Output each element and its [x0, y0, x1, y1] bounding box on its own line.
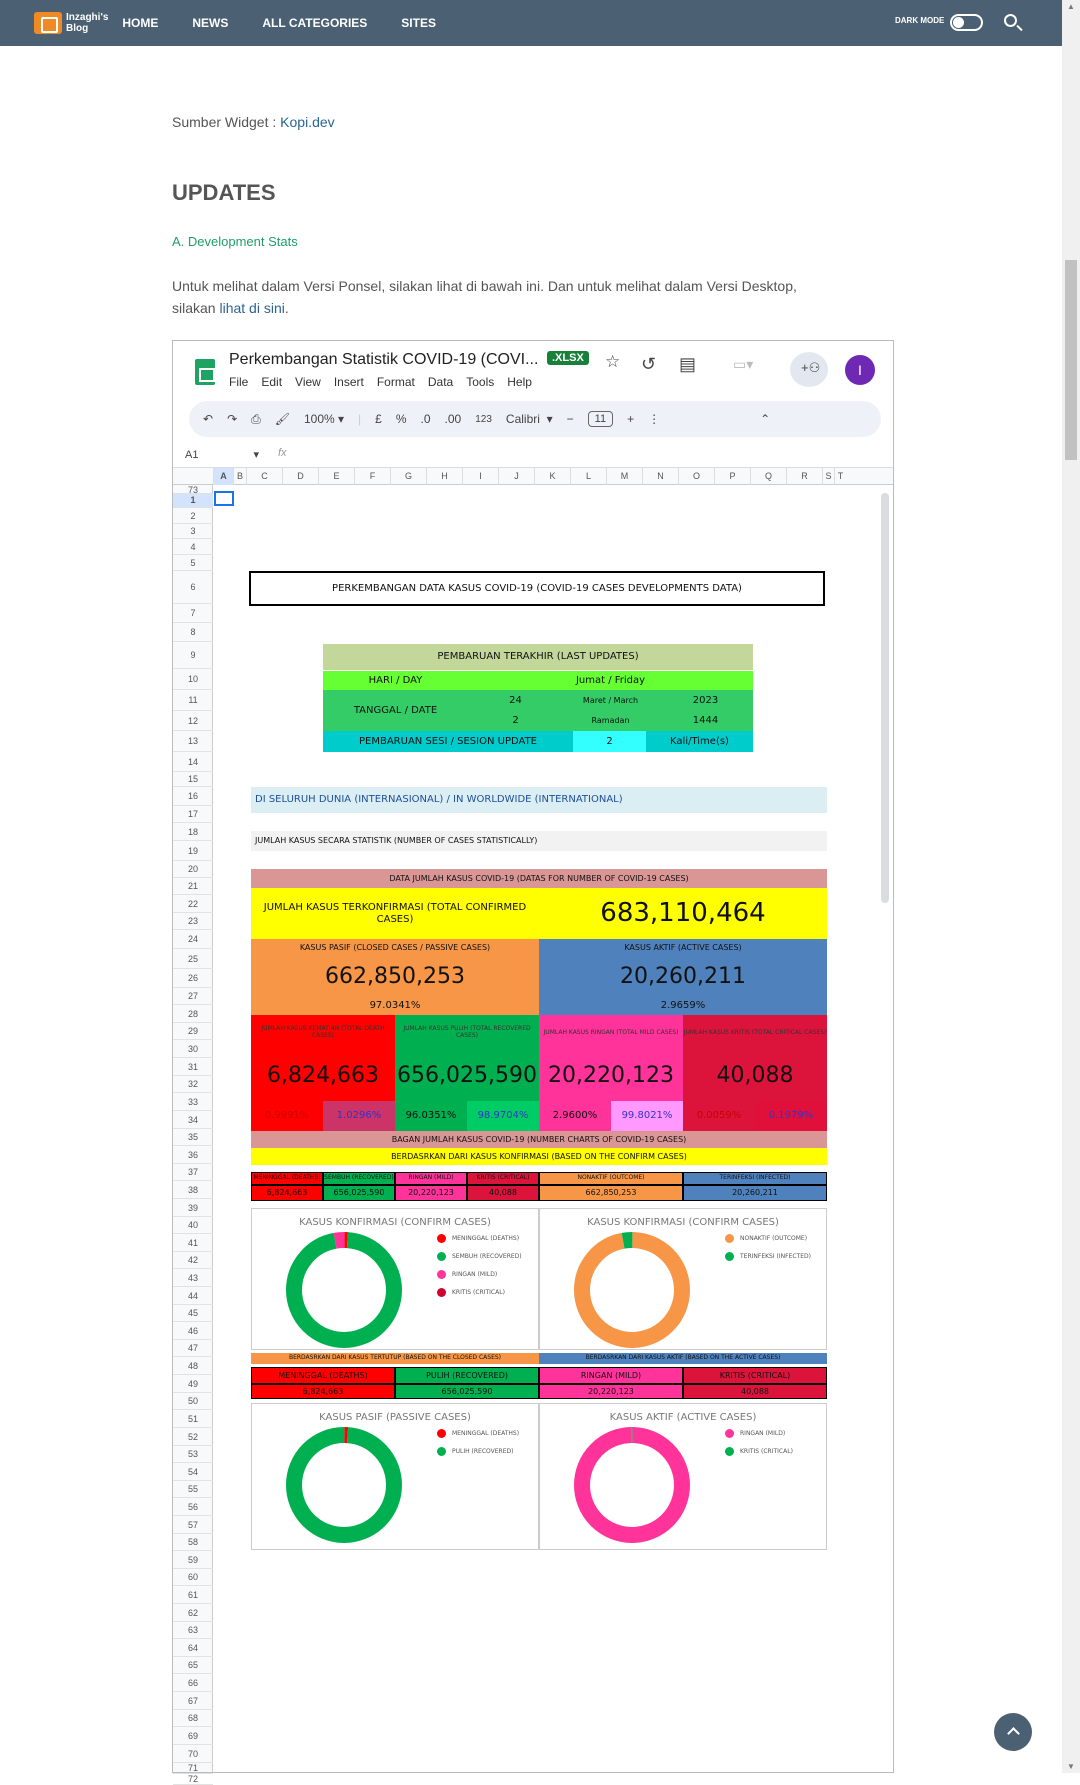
column-header-m[interactable]: M [606, 468, 642, 485]
percent-button[interactable]: % [395, 412, 407, 426]
day-value: Jumat / Friday [468, 671, 753, 690]
row-header[interactable]: 21 [173, 878, 213, 895]
legend-label: NONAKTIF (OUTCOME) [740, 1235, 808, 1242]
legend-item [437, 1270, 497, 1279]
nav-news[interactable]: NEWS [192, 16, 229, 30]
row-header[interactable]: 46 [173, 1322, 213, 1340]
selected-cell-a1 [214, 491, 234, 506]
legend-item [725, 1447, 793, 1456]
row-header[interactable]: 56 [173, 1498, 213, 1516]
legend-swatch [437, 1252, 446, 1261]
toolbar-divider: | [358, 412, 362, 426]
paragraph-text: Untuk melihat dalam Versi Ponsel, silakan lihat di bawah ini. Dan untuk melihat dalam Versi Desktop, silakan [172, 278, 797, 316]
donut-slice-0 [582, 1435, 682, 1535]
row-header[interactable]: 67 [173, 1692, 213, 1710]
row-header[interactable]: 29 [173, 1023, 213, 1040]
font-size-increase-icon[interactable]: + [627, 412, 635, 426]
sheet-grid[interactable] [173, 341, 893, 1774]
star-icon[interactable]: ☆ [605, 352, 621, 371]
closed-value: 662,850,253 [251, 957, 539, 997]
row-header[interactable]: 52 [173, 1428, 213, 1446]
statistics-heading: JUMLAH KASUS SECARA STATISTIK (NUMBER OF CASES STATISTICALLY) [251, 831, 827, 851]
report-title: PERKEMBANGAN DATA KASUS COVID-19 (COVID-19 CASES DEVELOPMENTS DATA) [249, 571, 825, 606]
column-header-a[interactable]: A [213, 468, 233, 485]
column-header-r[interactable]: R [786, 468, 822, 485]
closed-active-1-value: 656,025,590 [395, 1384, 539, 1399]
row-header[interactable]: 6 [173, 571, 213, 604]
column-header-p[interactable]: P [714, 468, 750, 485]
date-label: TANGGAL / DATE [323, 690, 468, 731]
stat-recovered-label: JUMLAH KASUS PULIH (TOTAL RECOVERED CASES) [395, 1015, 539, 1051]
row-header[interactable]: 22 [173, 895, 213, 913]
row-header[interactable]: 59 [173, 1551, 213, 1569]
row-header[interactable]: 34 [173, 1111, 213, 1129]
desktop-version-link[interactable]: lihat di sini [219, 300, 285, 316]
more-options-icon[interactable]: ⋮ [648, 412, 661, 426]
row-header[interactable]: 47 [173, 1340, 213, 1357]
row-header[interactable]: 20 [173, 861, 213, 878]
worldwide-heading: DI SELURUH DUNIA (INTERNASIONAL) / IN WORLDWIDE (INTERNATIONAL) [251, 787, 827, 813]
stat-death-value: 6,824,663 [251, 1051, 395, 1101]
legend-swatch [437, 1447, 446, 1456]
row-header[interactable]: 58 [173, 1534, 213, 1551]
menu-edit[interactable]: Edit [261, 375, 283, 389]
column-header-s[interactable]: S [822, 468, 834, 485]
legend-item [437, 1252, 522, 1261]
confirmed-value: 683,110,464 [539, 888, 827, 939]
legend-item [725, 1429, 785, 1438]
legend-item [437, 1234, 519, 1243]
row-header[interactable]: 51 [173, 1410, 213, 1428]
donut-chart-panel [539, 1403, 827, 1550]
legend-label: RINGAN (MILD) [740, 1430, 786, 1437]
mini-infected-label: TERINFEKSI (INFECTED) [683, 1172, 827, 1185]
date-year: 2023 [658, 690, 753, 711]
collapse-toolbar-icon[interactable]: ⌃ [760, 412, 771, 426]
legend-label: RINGAN (MILD) [452, 1271, 498, 1278]
row-header[interactable]: 28 [173, 1005, 213, 1023]
row-header[interactable]: 36 [173, 1146, 213, 1164]
row-header[interactable]: 13 [173, 731, 213, 752]
row-header[interactable]: 19 [173, 841, 213, 861]
mini-1-value: 656,025,590 [323, 1185, 395, 1201]
logo-line1: Inzaghi's [66, 12, 109, 23]
stat-death-percent-confirmed: 0.9991% [251, 1101, 323, 1131]
row-header[interactable]: 18 [173, 823, 213, 841]
sheet-scrollbar[interactable] [881, 493, 889, 903]
logo-icon [34, 12, 62, 34]
row-header[interactable]: 70 [173, 1745, 213, 1763]
row-header[interactable]: 35 [173, 1129, 213, 1146]
name-box-dropdown-icon: ▾ [253, 449, 260, 461]
stat-death-label: JUMLAH KASUS KEMATIAN (TOTAL DEATH CASES) [251, 1015, 395, 1051]
closed-active-2-label: RINGAN (MILD) [539, 1367, 683, 1384]
row-header[interactable]: 23 [173, 913, 213, 930]
row-header[interactable]: 9 [173, 642, 213, 669]
legend-label: SEMBUH (RECOVERED) [452, 1253, 522, 1260]
legend-item [437, 1429, 519, 1438]
fx-icon: fx [278, 447, 287, 459]
main-nav [122, 16, 470, 30]
stat-critical-value: 40,088 [683, 1051, 827, 1101]
row-header[interactable]: 33 [173, 1093, 213, 1111]
scrollbar-thumb[interactable] [1065, 260, 1077, 460]
data-heading: DATA JUMLAH KASUS COVID-19 (DATAS FOR NUMBER OF COVID-19 CASES) [251, 869, 827, 888]
legend-label: PULIH (RECOVERED) [452, 1448, 514, 1455]
paragraph-end: . [284, 300, 289, 316]
row-header[interactable]: 60 [173, 1569, 213, 1586]
stat-critical-percent-group: 0.1979% [755, 1101, 827, 1131]
row-header[interactable]: 63 [173, 1622, 213, 1639]
menu-tools[interactable]: Tools [466, 375, 495, 389]
column-header-q[interactable]: Q [750, 468, 786, 485]
legend-swatch [437, 1429, 446, 1438]
hijri-day: 2 [468, 711, 563, 731]
source-prefix: Sumber Widget : [172, 114, 281, 130]
confirm-based-heading: BERDASRKAN DARI KASUS KONFIRMASI (BASED ON THE CONFIRM CASES) [251, 1148, 827, 1165]
legend-item [437, 1447, 513, 1456]
column-header-b[interactable]: B [233, 468, 246, 485]
row-header[interactable]: 69 [173, 1727, 213, 1745]
charts-heading: BAGAN JUMLAH KASUS COVID-19 (NUMBER CHARTS OF COVID-19 CASES) [251, 1131, 827, 1148]
decrease-decimal-button[interactable]: .0 [420, 412, 431, 426]
menu-format[interactable]: Format [376, 375, 415, 389]
stat-mild-percent-group: 99.8021% [611, 1101, 683, 1131]
donut-slice-0 [582, 1240, 682, 1340]
account-avatar[interactable]: I [845, 355, 875, 385]
cell-reference: A1 [185, 449, 199, 461]
column-header-e[interactable]: E [318, 468, 354, 485]
closed-active-1-label: PULIH (RECOVERED) [395, 1367, 539, 1384]
row-header[interactable]: 30 [173, 1040, 213, 1058]
row-header[interactable]: 24 [173, 930, 213, 949]
donut-slice-1 [294, 1435, 394, 1535]
active-percent: 2.9659% [539, 997, 827, 1015]
row-header[interactable]: 25 [173, 949, 213, 969]
source-link[interactable]: Kopi.dev [280, 114, 335, 130]
mini-3-label: KRITIS (CRITICAL) [467, 1172, 539, 1185]
active-based-heading: BERDASRKAN DARI KASUS AKTIF (BASED ON THE ACTIVE CASES) [539, 1353, 827, 1364]
row-header[interactable]: 26 [173, 969, 213, 988]
top-navbar [0, 0, 1062, 46]
mini-2-label: RINGAN (MILD) [395, 1172, 467, 1185]
donut-chart-title: KASUS PASIF (PASSIVE CASES) [319, 1412, 471, 1423]
row-header[interactable]: 17 [173, 806, 213, 823]
mini-0-label: MENINGGAL (DEATHS) [251, 1172, 323, 1185]
updates-heading: UPDATES [172, 180, 276, 205]
closed-active-3-label: KRITIS (CRITICAL) [683, 1367, 827, 1384]
intro-paragraph [172, 275, 832, 319]
column-header-d[interactable]: D [282, 468, 318, 485]
donut-slice-1 [294, 1240, 394, 1340]
menu-insert[interactable]: Insert [333, 375, 364, 389]
row-header[interactable]: 53 [173, 1446, 213, 1463]
row-header[interactable]: 71 [173, 1763, 213, 1774]
add-person-icon: +⚇ [801, 360, 821, 375]
column-header-t[interactable]: T [834, 468, 846, 485]
mini-infected-value: 20,260,211 [683, 1185, 827, 1201]
font-size-decrease-icon[interactable]: − [566, 412, 574, 426]
row-header[interactable]: 45 [173, 1305, 213, 1322]
row-header[interactable]: 10 [173, 669, 213, 690]
spreadsheet-embed[interactable] [172, 340, 894, 1784]
font-select[interactable]: Calibri ▾ [505, 412, 553, 426]
mini-0-value: 6,824,663 [251, 1185, 323, 1201]
legend-swatch [437, 1270, 446, 1279]
column-header-l[interactable]: L [570, 468, 606, 485]
legend-item [725, 1252, 811, 1261]
donut-chart-title: KASUS AKTIF (ACTIVE CASES) [609, 1412, 757, 1423]
mini-1-label: SEMBUH (RECOVERED) [323, 1172, 395, 1185]
row-header[interactable]: 65 [173, 1657, 213, 1674]
row-header[interactable]: 48 [173, 1357, 213, 1375]
row-header[interactable]: 4 [173, 539, 213, 555]
row-header[interactable]: 2 [173, 508, 213, 524]
stat-critical-label: JUMLAH KASUS KRITIS (TOTAL CRITICAL CASES) [683, 1015, 827, 1051]
row-header[interactable]: 64 [173, 1639, 213, 1657]
row-header[interactable]: 54 [173, 1463, 213, 1481]
column-header-f[interactable]: F [354, 468, 390, 485]
legend-swatch [725, 1429, 734, 1438]
closed-active-0-label: MENINGGAL (DEATHS) [251, 1367, 395, 1384]
row-header[interactable]: 7 [173, 604, 213, 623]
stat-death-percent-group: 1.0296% [323, 1101, 395, 1131]
legend-label: KRITIS (CRITICAL) [452, 1289, 505, 1296]
nav-all-categories[interactable]: ALL CATEGORIES [262, 16, 368, 30]
row-header[interactable]: 68 [173, 1710, 213, 1727]
stat-mild-label: JUMLAH KASUS RINGAN (TOTAL MILD CASES) [539, 1015, 683, 1051]
increase-decimal-button[interactable]: .00 [444, 412, 462, 426]
meet-icon[interactable]: ▭▾ [733, 356, 754, 372]
document-title[interactable]: Perkembangan Statistik COVID-19 (COVI... [229, 351, 539, 368]
row-header[interactable]: 66 [173, 1674, 213, 1692]
font-size-input[interactable]: 11 [588, 411, 613, 427]
stat-recovered-percent-confirmed: 96.0351% [395, 1101, 467, 1131]
stat-recovered-percent-group: 98.9704% [467, 1101, 539, 1131]
print-icon[interactable]: ⎙ [251, 411, 261, 426]
closed-active-3-value: 40,088 [683, 1384, 827, 1399]
donut-chart-panel [251, 1208, 539, 1350]
back-to-top-button[interactable] [994, 1713, 1032, 1751]
font-name: Calibri [505, 412, 540, 426]
stat-mild-value: 20,220,123 [539, 1051, 683, 1101]
legend-item [437, 1288, 505, 1297]
row-header[interactable]: 61 [173, 1586, 213, 1604]
search-icon[interactable] [1004, 14, 1017, 27]
row-header[interactable]: 11 [173, 690, 213, 711]
stat-mild-percent-confirmed: 2.9600% [539, 1101, 611, 1131]
donut-chart-panel [251, 1403, 539, 1550]
row-header[interactable]: 37 [173, 1164, 213, 1181]
legend-label: TERINFEKSI (INFECTED) [740, 1253, 811, 1260]
date-month: Maret / March [563, 690, 658, 711]
column-header-h[interactable]: H [426, 468, 462, 485]
row-header[interactable]: 62 [173, 1604, 213, 1622]
logo-line2: Blog [66, 23, 89, 34]
legend-swatch [725, 1447, 734, 1456]
redo-icon[interactable]: ↷ [227, 412, 238, 426]
column-header-i[interactable]: I [462, 468, 498, 485]
row-header[interactable]: 72 [173, 1774, 213, 1785]
donut-chart [567, 1225, 697, 1355]
legend-label: MENINGGAL (DEATHS) [452, 1430, 520, 1437]
active-label: KASUS AKTIF (ACTIVE CASES) [539, 939, 827, 957]
legend-swatch [437, 1288, 446, 1297]
legend-swatch [725, 1234, 734, 1243]
nav-home[interactable]: HOME [122, 16, 159, 30]
donut-chart [567, 1420, 697, 1550]
row-header[interactable]: 14 [173, 752, 213, 772]
day-label: HARI / DAY [323, 671, 468, 690]
closed-based-heading: BERDASRKAN DARI KASUS TERTUTUP (BASED ON THE CLOSED CASES) [251, 1353, 539, 1364]
row-header[interactable]: 5 [173, 555, 213, 571]
row-header[interactable]: 12 [173, 711, 213, 731]
row-header[interactable]: 16 [173, 787, 213, 806]
comments-icon[interactable]: ▤ [679, 354, 697, 374]
development-stats-heading: A. Development Stats [172, 234, 298, 249]
row-header[interactable]: 15 [173, 772, 213, 787]
scroll-up-icon[interactable]: ▲ [1067, 2, 1075, 11]
menu-file[interactable]: File [229, 375, 249, 389]
row-header[interactable]: 40 [173, 1217, 213, 1234]
row-header[interactable]: 39 [173, 1199, 213, 1217]
row-header[interactable]: 41 [173, 1234, 213, 1252]
row-header[interactable]: 31 [173, 1058, 213, 1076]
closed-label: KASUS PASIF (CLOSED CASES / PASSIVE CASES) [251, 939, 539, 957]
dark-mode-label: DARK MODE [895, 16, 945, 25]
stat-recovered-value: 656,025,590 [395, 1051, 539, 1101]
file-format-badge: .XLSX [547, 351, 589, 365]
last-updates-header: PEMBARUAN TERAKHIR (LAST UPDATES) [323, 644, 753, 670]
number-format-button[interactable]: 123 [475, 413, 492, 425]
scroll-down-icon[interactable]: ▼ [1067, 1762, 1075, 1771]
column-header-g[interactable]: G [390, 468, 426, 485]
active-value: 20,260,211 [539, 957, 827, 997]
row-header[interactable]: 1 [173, 493, 213, 508]
row-header[interactable]: 43 [173, 1269, 213, 1287]
column-header-o[interactable]: O [678, 468, 714, 485]
row-header[interactable]: 50 [173, 1393, 213, 1410]
session-value: 2 [573, 731, 646, 752]
legend-swatch [437, 1234, 446, 1243]
donut-chart [279, 1420, 409, 1550]
closed-percent: 97.0341% [251, 997, 539, 1015]
hijri-year: 1444 [658, 711, 753, 731]
stat-critical-percent-confirmed: 0.0059% [683, 1101, 755, 1131]
row-header[interactable]: 44 [173, 1287, 213, 1305]
mini-outcome-value: 662,850,253 [539, 1185, 683, 1201]
widget-source [172, 114, 335, 130]
date-day: 24 [468, 690, 563, 711]
menu-view[interactable]: View [295, 375, 321, 389]
page-scrollbar[interactable] [1062, 0, 1080, 1773]
zoom-select[interactable]: 100% ▾ [303, 412, 345, 426]
legend-label: MENINGGAL (DEATHS) [452, 1235, 520, 1242]
column-header-n[interactable]: N [642, 468, 678, 485]
currency-button[interactable]: £ [375, 412, 382, 426]
row-header[interactable]: 8 [173, 623, 213, 642]
donut-chart [279, 1225, 409, 1355]
donut-chart-title: KASUS KONFIRMASI (CONFIRM CASES) [299, 1217, 491, 1228]
confirmed-label: JUMLAH KASUS TERKONFIRMASI (TOTAL CONFIRMED CASES) [251, 888, 539, 939]
closed-active-0-value: 6,824,663 [251, 1384, 395, 1399]
closed-active-2-value: 20,220,123 [539, 1384, 683, 1399]
row-header[interactable]: 3 [173, 524, 213, 539]
row-header[interactable]: 32 [173, 1076, 213, 1093]
row-header[interactable]: 55 [173, 1481, 213, 1498]
donut-chart-title: KASUS KONFIRMASI (CONFIRM CASES) [587, 1217, 779, 1228]
site-logo[interactable] [34, 12, 108, 34]
mini-2-value: 20,220,123 [395, 1185, 467, 1201]
column-header-j[interactable]: J [498, 468, 534, 485]
legend-item [725, 1234, 807, 1243]
hijri-month: Ramadan [563, 711, 658, 731]
nav-sites[interactable]: SITES [401, 16, 436, 30]
dark-mode-toggle[interactable] [950, 14, 983, 31]
row-header[interactable]: 27 [173, 988, 213, 1005]
column-header-c[interactable]: C [246, 468, 282, 485]
paint-format-icon[interactable]: 🖌 [274, 412, 290, 426]
undo-icon[interactable]: ↶ [203, 412, 214, 426]
legend-label: KRITIS (CRITICAL) [740, 1448, 793, 1455]
row-header[interactable]: 49 [173, 1375, 213, 1393]
donut-chart-panel [539, 1208, 827, 1350]
row-header[interactable]: 38 [173, 1181, 213, 1199]
session-unit: Kali/Time(s) [646, 731, 753, 752]
history-icon[interactable]: ↺ [641, 354, 657, 374]
row-header[interactable]: 42 [173, 1252, 213, 1269]
menu-data[interactable]: Data [427, 375, 454, 389]
row-header[interactable]: 57 [173, 1516, 213, 1534]
menu-help[interactable]: Help [507, 375, 532, 389]
legend-swatch [725, 1252, 734, 1261]
zoom-value: 100% [303, 412, 335, 426]
mini-outcome-label: NONAKTIF (OUTCOME) [539, 1172, 683, 1185]
column-header-k[interactable]: K [534, 468, 570, 485]
mini-3-value: 40,088 [467, 1185, 539, 1201]
row-header[interactable]: 73 [173, 485, 213, 496]
session-label: PEMBARUAN SESI / SESION UPDATE [323, 731, 573, 752]
